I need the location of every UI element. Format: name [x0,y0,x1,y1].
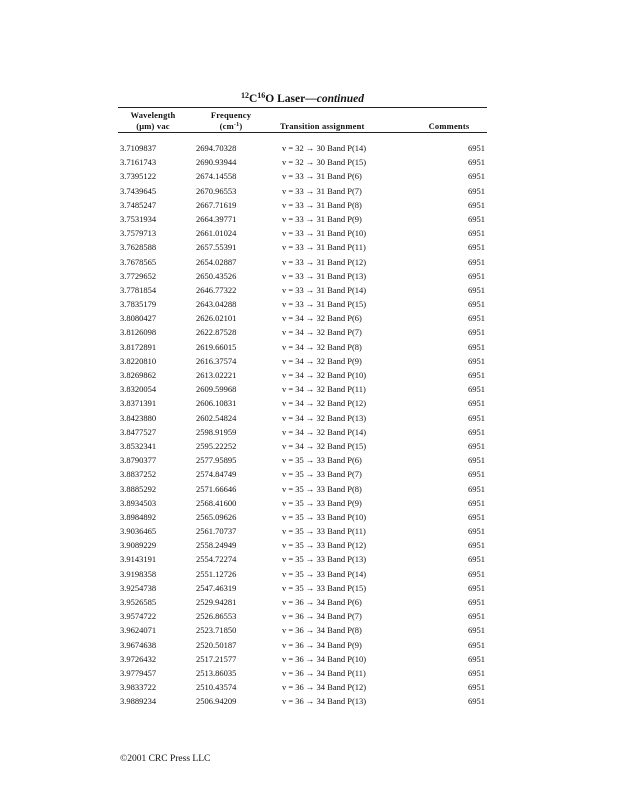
table-row [0,354,617,368]
wavelength-cell: 3.8790377 [120,455,157,466]
wavelength-cell: 3.7678565 [120,256,157,267]
frequency-cell: 2609.59968 [196,384,237,395]
comment-cell: 6951 [468,554,485,565]
table-row [0,482,617,496]
transition-cell: v = 33 → 31 Band P(6) [282,171,362,182]
frequency-cell: 2551.12726 [196,568,237,579]
title-element-o: O [265,93,275,105]
frequency-cell: 2613.02221 [196,370,237,380]
header-wavelength [120,110,186,132]
wavelength-cell: 3.7628588 [120,242,157,253]
wavelength-cell: 3.7781854 [120,284,157,295]
table-row [0,567,617,581]
title-isotope-c: 12 [240,91,249,100]
wavelength-cell: 3.8320054 [120,384,157,395]
comment-cell: 6951 [468,526,485,537]
comment-cell: 6951 [468,696,485,707]
transition-cell: v = 33 → 31 Band P(13) [282,270,367,281]
header-frequency-unit-suffix: ) [239,121,243,131]
frequency-cell: 2602.54824 [196,412,237,423]
table-row [0,141,617,155]
table-row [0,609,617,623]
transition-cell: v = 36 → 34 Band P(6) [282,597,362,607]
wavelength-cell: 3.8934503 [120,497,157,508]
table-row [0,269,617,283]
table-row [0,552,617,566]
header-frequency-line2 [196,121,266,132]
frequency-cell: 2606.10831 [196,398,237,409]
transition-cell: v = 33 → 31 Band P(10) [282,228,367,239]
comment-cell: 6951 [468,469,485,480]
frequency-cell: 2574.84749 [196,469,237,480]
comment-cell: 6951 [468,143,485,153]
comment-cell: 6951 [468,653,485,664]
wavelength-cell: 3.8172891 [120,341,157,352]
comment-cell: 6951 [468,270,485,281]
comment-cell: 6951 [468,384,485,395]
frequency-cell: 2619.66015 [196,341,237,352]
comment-cell: 6951 [468,483,485,494]
header-frequency [196,110,266,132]
frequency-cell: 2650.43526 [196,270,237,281]
header-frequency-line1: Frequency [210,110,252,120]
transition-cell: v = 34 → 32 Band P(8) [282,341,362,352]
frequency-cell: 2667.71619 [196,199,237,210]
frequency-cell: 2577.95895 [196,455,237,466]
copyright-footer: ©2001 CRC Press LLC [120,754,211,764]
wavelength-cell: 3.9089229 [120,540,157,551]
frequency-cell: 2523.71850 [196,625,237,636]
wavelength-cell: 3.8371391 [120,398,157,409]
comment-cell: 6951 [468,327,485,338]
transition-cell: v = 36 → 34 Band P(7) [282,611,362,622]
comment-cell: 6951 [468,213,485,224]
comment-cell: 6951 [468,228,485,239]
comment-cell: 6951 [468,256,485,267]
transition-cell: v = 34 → 32 Band P(12) [282,398,367,409]
transition-cell: v = 32 → 30 Band P(14) [282,143,367,153]
header-frequency-unit-prefix: (cm [219,121,234,131]
transition-cell: v = 34 → 32 Band P(6) [282,313,362,324]
table-row [0,382,617,396]
wavelength-cell: 3.9624071 [120,625,157,636]
transition-cell: v = 34 → 32 Band P(15) [282,440,367,451]
transition-cell: v = 34 → 32 Band P(7) [282,327,362,338]
transition-cell: v = 34 → 32 Band P(9) [282,355,362,366]
frequency-cell: 2674.14558 [196,171,237,182]
title-main: Laser— [274,93,317,105]
wavelength-cell: 3.7439645 [120,185,157,196]
table-row [0,184,617,198]
header-frequency-unit-exponent: -1 [233,122,240,128]
frequency-cell: 2598.91959 [196,426,237,437]
comment-cell: 6951 [468,597,485,607]
frequency-cell: 2526.86553 [196,611,237,622]
table-row [0,467,617,481]
table-row [0,538,617,552]
frequency-cell: 2654.02887 [196,256,237,267]
table-row [0,240,617,254]
table-row [0,311,617,325]
comment-cell: 6951 [468,455,485,466]
table-row [0,524,617,538]
transition-cell: v = 33 → 31 Band P(15) [282,299,367,310]
table-row [0,638,617,652]
table-row [0,283,617,297]
wavelength-cell: 3.9833722 [120,682,157,693]
wavelength-cell: 3.7835179 [120,299,157,310]
table-row [0,623,617,637]
table-row [0,510,617,524]
wavelength-cell: 3.9198358 [120,568,157,579]
comment-cell: 6951 [468,440,485,451]
wavelength-cell: 3.9726432 [120,653,157,664]
header-wavelength-line1: Wavelength [130,110,176,120]
transition-cell: v = 35 → 33 Band P(8) [282,483,362,494]
transition-cell: v = 35 → 33 Band P(14) [282,568,367,579]
table-top-rule [118,107,487,108]
transition-cell: v = 33 → 31 Band P(12) [282,256,367,267]
wavelength-cell: 3.8423880 [120,412,157,423]
transition-cell: v = 36 → 34 Band P(13) [282,696,367,707]
wavelength-cell: 3.9674638 [120,639,157,650]
wavelength-cell: 3.9779457 [120,667,157,678]
table-row [0,212,617,226]
wavelength-cell: 3.8477527 [120,426,157,437]
table-row [0,680,617,694]
comment-cell: 6951 [468,299,485,310]
table-row [0,340,617,354]
title-continued: continued [316,93,365,105]
transition-cell: v = 36 → 34 Band P(11) [282,667,366,678]
frequency-cell: 2571.66646 [196,483,237,494]
transition-cell: v = 36 → 34 Band P(8) [282,625,362,636]
comment-cell: 6951 [468,540,485,551]
header-wavelength-line2: (μm) vac [136,121,170,131]
page-title [118,92,487,106]
title-isotope-o: 16 [257,91,266,100]
comment-cell: 6951 [468,667,485,678]
wavelength-cell: 3.7579713 [120,228,157,239]
comment-cell: 6951 [468,497,485,508]
transition-cell: v = 33 → 31 Band P(7) [282,185,362,196]
comment-cell: 6951 [468,313,485,324]
transition-cell: v = 36 → 34 Band P(10) [282,653,367,664]
frequency-cell: 2661.01024 [196,228,237,239]
wavelength-cell: 3.8269862 [120,370,157,380]
frequency-cell: 2595.22252 [196,440,237,451]
wavelength-cell: 3.7395122 [120,171,157,182]
wavelength-cell: 3.9143191 [120,554,157,565]
comment-cell: 6951 [468,398,485,409]
transition-cell: v = 35 → 33 Band P(7) [282,469,362,480]
frequency-cell: 2558.24949 [196,540,237,551]
comment-cell: 6951 [468,370,485,380]
transition-cell: v = 35 → 33 Band P(9) [282,497,362,508]
comment-cell: 6951 [468,284,485,295]
wavelength-cell: 3.8532341 [120,440,157,451]
transition-cell: v = 33 → 31 Band P(11) [282,242,366,253]
wavelength-cell: 3.7109837 [120,143,157,153]
frequency-cell: 2513.86035 [196,667,237,678]
transition-cell: v = 35 → 33 Band P(12) [282,540,367,551]
table-row [0,652,617,666]
transition-cell: v = 33 → 31 Band P(9) [282,213,362,224]
table-row [0,169,617,183]
comment-cell: 6951 [468,157,485,168]
transition-cell: v = 34 → 32 Band P(11) [282,384,366,395]
transition-cell: v = 35 → 33 Band P(15) [282,582,367,593]
comment-cell: 6951 [468,171,485,182]
header-transition: Transition assignment [280,121,365,131]
table-row [0,198,617,212]
frequency-cell: 2561.70737 [196,526,237,537]
table-row [0,155,617,169]
table-row [0,425,617,439]
comment-cell: 6951 [468,568,485,579]
comment-cell: 6951 [468,412,485,423]
table-row [0,368,617,382]
transition-cell: v = 34 → 32 Band P(10) [282,370,367,380]
wavelength-cell: 3.9526585 [120,597,157,607]
frequency-cell: 2529.94281 [196,597,237,607]
table-row [0,694,617,708]
frequency-cell: 2646.77322 [196,284,237,295]
table-row [0,411,617,425]
frequency-cell: 2520.50187 [196,639,237,650]
frequency-cell: 2670.96553 [196,185,237,196]
table-row [0,255,617,269]
wavelength-cell: 3.9254738 [120,582,157,593]
table-row [0,396,617,410]
frequency-cell: 2643.04288 [196,299,237,310]
header-bottom-rule [118,132,487,133]
table-row [0,297,617,311]
wavelength-cell: 3.8885292 [120,483,157,494]
table-row [0,496,617,510]
transition-cell: v = 32 → 30 Band P(15) [282,157,367,168]
transition-cell: v = 36 → 34 Band P(12) [282,682,367,693]
frequency-cell: 2657.55391 [196,242,237,253]
title-element-c: C [248,93,258,105]
transition-cell: v = 34 → 32 Band P(14) [282,426,367,437]
frequency-cell: 2510.43574 [196,682,237,693]
comment-cell: 6951 [468,185,485,196]
frequency-cell: 2664.39771 [196,213,237,224]
wavelength-cell: 3.8220810 [120,355,157,366]
frequency-cell: 2565.09626 [196,511,237,522]
wavelength-cell: 3.7161743 [120,157,157,168]
table-row [0,453,617,467]
frequency-cell: 2694.70328 [196,143,237,153]
data-table [0,141,617,709]
comment-cell: 6951 [468,639,485,650]
comment-cell: 6951 [468,625,485,636]
comment-cell: 6951 [468,426,485,437]
wavelength-cell: 3.8984892 [120,511,157,522]
comment-cell: 6951 [468,355,485,366]
wavelength-cell: 3.7729652 [120,270,157,281]
table-row [0,666,617,680]
wavelength-cell: 3.8080427 [120,313,157,324]
transition-cell: v = 35 → 33 Band P(10) [282,511,367,522]
comment-cell: 6951 [468,199,485,210]
header-comments: Comments [428,121,470,131]
transition-cell: v = 35 → 33 Band P(13) [282,554,367,565]
comment-cell: 6951 [468,682,485,693]
frequency-cell: 2690.93944 [196,157,237,168]
transition-cell: v = 33 → 31 Band P(14) [282,284,367,295]
transition-cell: v = 33 → 31 Band P(8) [282,199,362,210]
transition-cell: v = 34 → 32 Band P(13) [282,412,367,423]
comment-cell: 6951 [468,341,485,352]
table-row [0,439,617,453]
wavelength-cell: 3.8126098 [120,327,157,338]
frequency-cell: 2506.94209 [196,696,237,707]
wavelength-cell: 3.9889234 [120,696,157,707]
frequency-cell: 2626.02101 [196,313,237,324]
table-row [0,595,617,609]
transition-cell: v = 35 → 33 Band P(11) [282,526,366,537]
frequency-cell: 2554.72274 [196,554,237,565]
comment-cell: 6951 [468,242,485,253]
comment-cell: 6951 [468,582,485,593]
frequency-cell: 2547.46319 [196,582,237,593]
frequency-cell: 2616.37574 [196,355,237,366]
frequency-cell: 2568.41600 [196,497,237,508]
table-row [0,581,617,595]
transition-cell: v = 36 → 34 Band P(9) [282,639,362,650]
wavelength-cell: 3.7531934 [120,213,157,224]
comment-cell: 6951 [468,511,485,522]
frequency-cell: 2622.87528 [196,327,237,338]
table-row [0,325,617,339]
comment-cell: 6951 [468,611,485,622]
wavelength-cell: 3.8837252 [120,469,157,480]
wavelength-cell: 3.9574722 [120,611,157,622]
wavelength-cell: 3.7485247 [120,199,157,210]
transition-cell: v = 35 → 33 Band P(6) [282,455,362,466]
wavelength-cell: 3.9036465 [120,526,157,537]
frequency-cell: 2517.21577 [196,653,237,664]
table-row [0,226,617,240]
